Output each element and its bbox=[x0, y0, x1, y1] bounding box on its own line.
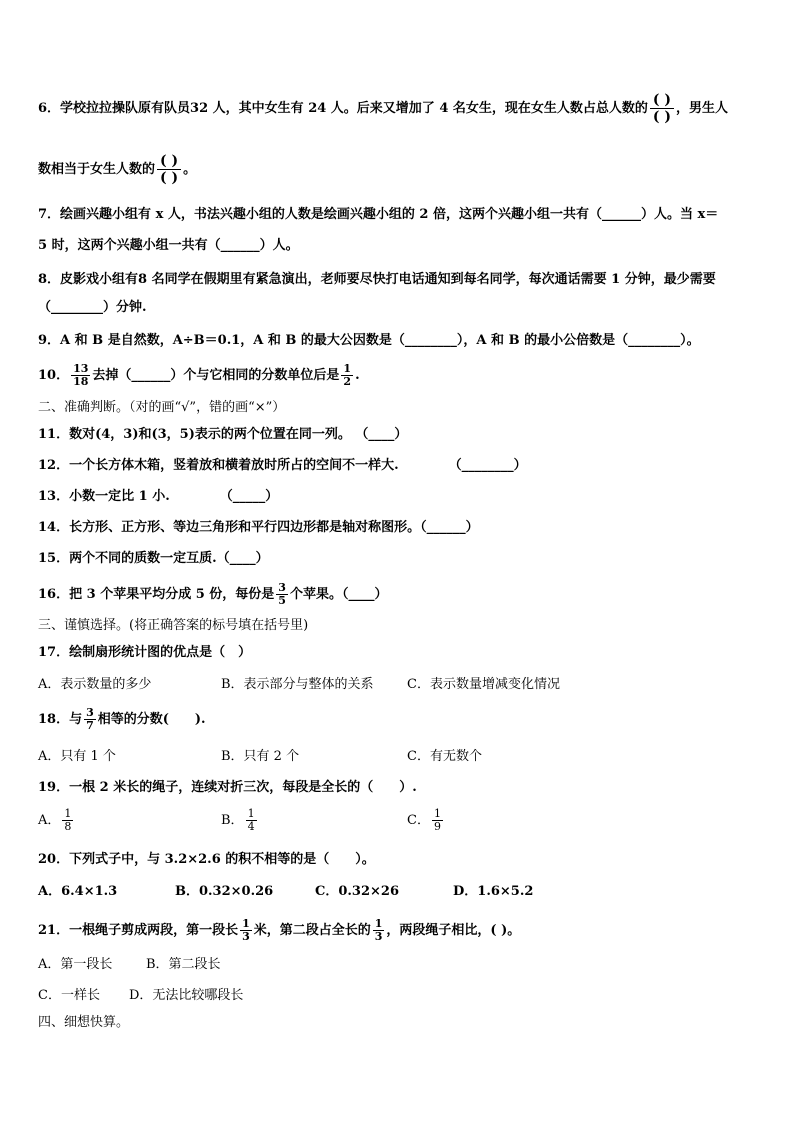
question-18: 18．与 $\frac{3}{7}$ 相等的分数( ). bbox=[38, 706, 206, 732]
question-8-line-1: 8．皮影戏小组有8 名同学在假期里有紧急演出，老师要尽快打电话通知到每名同学，每次通话需要 1 分钟，最少需要 bbox=[38, 272, 716, 287]
option-c: C．0.32×26 bbox=[315, 884, 399, 899]
option-b: B．第二段长 bbox=[146, 957, 221, 972]
question-7-line-1: 7．绘画兴趣小组有 x 人，书法兴趣小组的人数是绘画兴趣小组的 2 倍，这两个兴趣小组一共有（______）人。当 x＝ bbox=[38, 207, 719, 222]
option-c: C．一样长 bbox=[38, 988, 100, 1003]
question-15: 15．两个不同的质数一定互质.（____） bbox=[38, 551, 269, 566]
question-9: 9．A 和 B 是自然数，A÷B＝0.1，A 和 B 的最大公因数是（________），A 和 B 的最小公倍数是（________）。 bbox=[38, 333, 700, 348]
option-d: D．无法比较哪段长 bbox=[129, 988, 244, 1003]
question-11: 11．数对(4，3)和(3，5)表示的两个位置在同一列。 （____） bbox=[38, 427, 408, 442]
question-19: 19．一根 2 米长的绳子，连续对折三次，每段是全长的（ ）. bbox=[38, 780, 417, 795]
fraction-blank: $\frac{( )}{( )}$ bbox=[650, 92, 674, 125]
question-20: 20．下列式子中，与 3.2×2.6 的积不相等的是（ ）。 bbox=[38, 852, 375, 867]
question-17: 17．绘制扇形统计图的优点是（ ） bbox=[38, 645, 252, 660]
fraction: $\frac{13}{18}$ bbox=[73, 362, 89, 388]
question-8-line-2: （________）分钟. bbox=[38, 300, 147, 315]
answer-blank: （_____） bbox=[219, 489, 279, 504]
fraction: $\frac{3}{5}$ bbox=[278, 581, 286, 607]
question-10: 10． $\frac{13}{18}$ 去掉（______）个与它相同的分数单位后是 $\frac{1}{2}$ . bbox=[38, 362, 360, 388]
option-a: A．表示数量的多少 bbox=[38, 677, 152, 692]
question-6-line-1: 6．学校拉拉操队原有队员32 人，其中女生有 24 人。后来又增加了 4 名女生，现在女生人数占总人数的 $\frac{( )}{( )}$ ，男生人 bbox=[38, 92, 729, 125]
option-a: A．6.4×1.3 bbox=[38, 884, 118, 899]
option-b: B．只有 2 个 bbox=[221, 749, 300, 764]
fraction: $\frac{1}{3}$ bbox=[374, 917, 383, 943]
option-b: B．表示部分与整体的关系 bbox=[221, 677, 374, 692]
fraction: $\frac{1}{3}$ bbox=[242, 917, 250, 943]
section-2-title: 二、准确判断。（对的画“√”，错的画“×”） bbox=[38, 400, 286, 415]
fraction: $\frac{3}{7}$ bbox=[86, 706, 94, 732]
option-b: B．0.32×0.26 bbox=[175, 884, 274, 899]
option-c: C． $\frac{1}{9}$ bbox=[407, 807, 441, 833]
option-b: B． $\frac{1}{4}$ bbox=[221, 807, 255, 833]
fraction: $\frac{1}{4}$ bbox=[247, 807, 255, 833]
section-3-title: 三、谨慎选择。(将正确答案的标号填在括号里) bbox=[38, 618, 309, 633]
question-6-text: 6．学校拉拉操队原有队员32 人，其中女生有 24 人。后来又增加了 4 名女生，现在女生人数占总人数的 bbox=[38, 101, 648, 116]
question-12: 12．一个长方体木箱，竖着放和横着放时所占的空间不一样大. （________） bbox=[38, 458, 527, 473]
question-16: 16．把 3 个苹果平均分成 5 份，每份是 $\frac{3}{5}$ 个苹果。（____） bbox=[38, 581, 388, 607]
section-4-title: 四、细想快算。 bbox=[38, 1015, 130, 1030]
question-14: 14．长方形、正方形、等边三角形和平行四边形都是轴对称图形。（______） bbox=[38, 520, 479, 535]
option-c: C．表示数量增减变化情况 bbox=[407, 677, 560, 692]
option-a: A．第一段长 bbox=[38, 957, 113, 972]
option-a: A．只有 1 个 bbox=[38, 749, 116, 764]
fraction: $\frac{1}{9}$ bbox=[433, 807, 441, 833]
fraction-blank: $\frac{( )}{( )}$ bbox=[157, 153, 181, 186]
question-13: 13．小数一定比 1 小. （_____） bbox=[38, 489, 279, 504]
answer-blank: （________） bbox=[448, 458, 527, 473]
question-7-line-2: 5 时，这两个兴趣小组一共有（______）人。 bbox=[38, 238, 299, 253]
option-c: C．有无数个 bbox=[407, 749, 482, 764]
fraction: $\frac{1}{8}$ bbox=[64, 807, 72, 833]
question-21: 21．一根绳子剪成两段，第一段长 $\frac{1}{3}$ 米，第二段占全长的 $\frac{1}{3}$ ，两段绳子相比，( )。 bbox=[38, 917, 521, 943]
option-a: A． $\frac{1}{8}$ bbox=[38, 807, 72, 833]
option-d: D．1.6×5.2 bbox=[453, 884, 534, 899]
question-6-line-2: 数相当于女生人数的 $\frac{( )}{( )}$ 。 bbox=[38, 153, 197, 186]
fraction: $\frac{1}{2}$ bbox=[343, 362, 352, 388]
